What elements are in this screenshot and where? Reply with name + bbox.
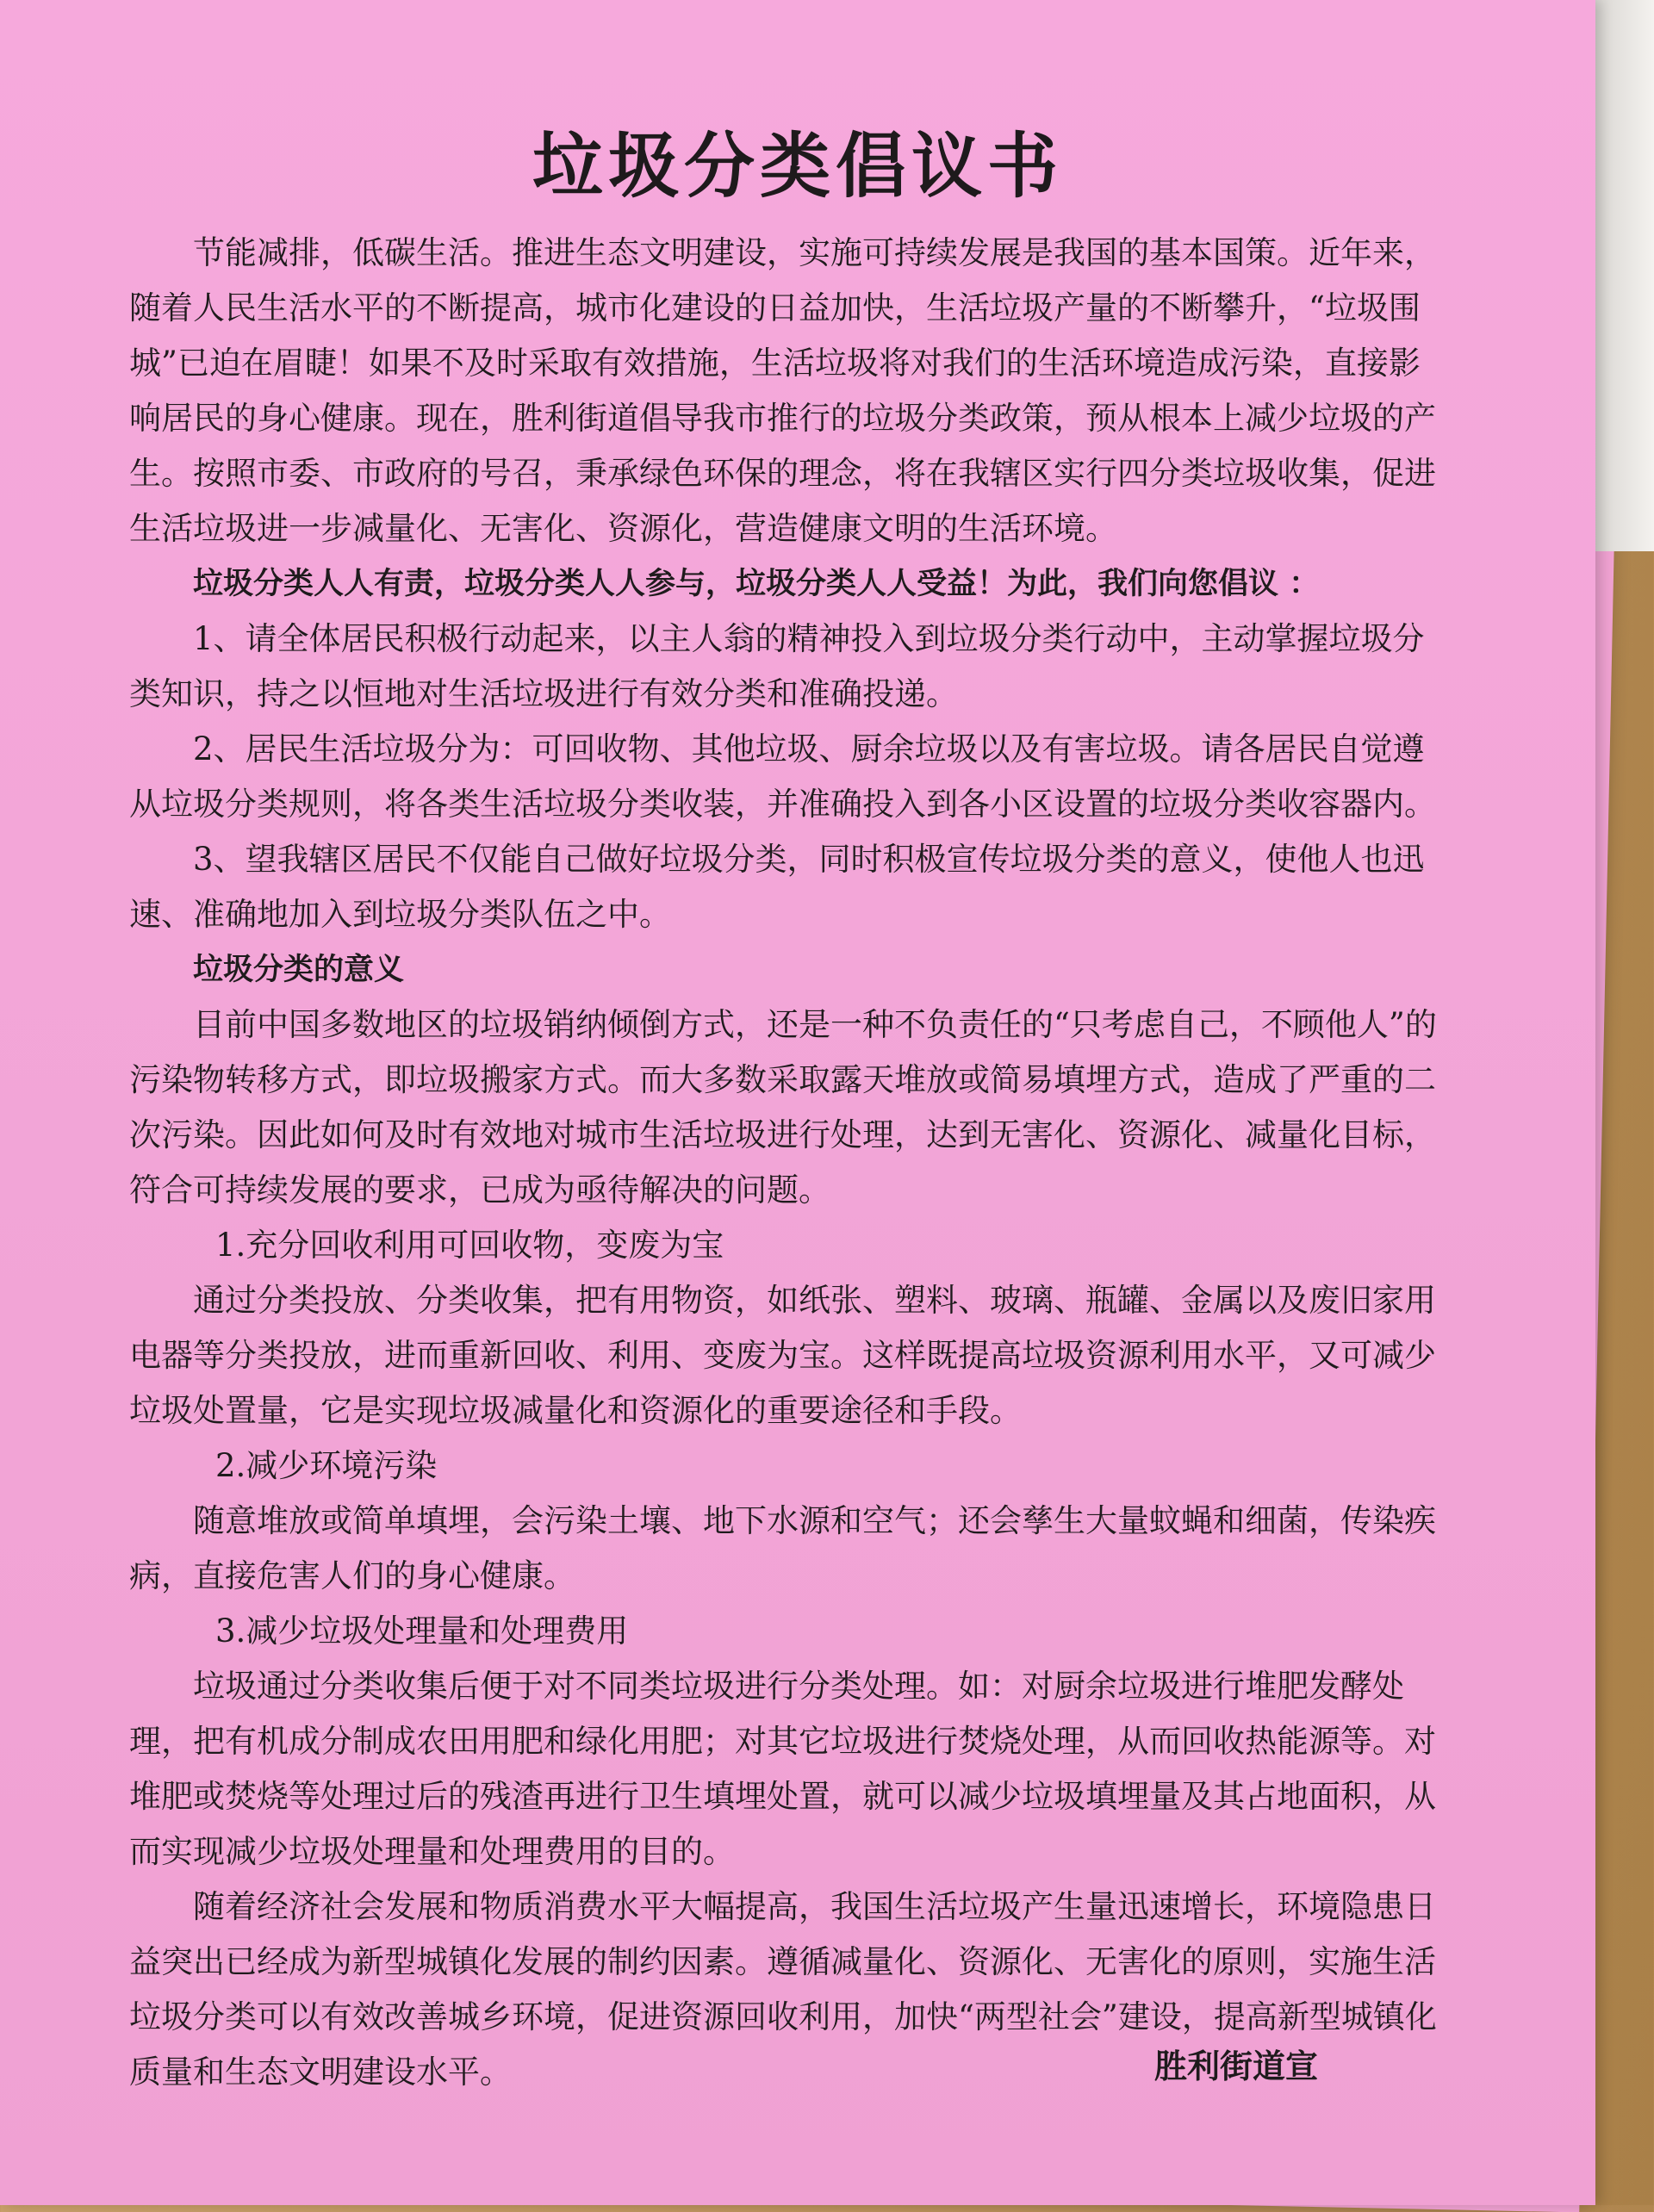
proposal-item-3: 3、望我辖区居民不仅能自己做好垃圾分类，同时积极宣传垃圾分类的意义，使他人也迅速、准确地加入到垃圾分类队伍之中。 [129,841,1425,933]
significance-heading: 垃圾分类的意义 [193,953,405,987]
significance-paragraph: 目前中国多数地区的垃圾销纳倾倒方式，还是一种不负责任的“只考虑自己，不顾他人”的污染物转移方式，即垃圾搬家方式。而大多数采取露天堆放或简易填埋方式，造成了严重的二次污染。因此如何及时有效地对城市生活垃圾进行处理，达到无害化、资源化、减量化目标，符合可持续发展的要求，已成为亟待解决的问题。 [129,1006,1437,1209]
point-heading-3: 3.减少垃圾处理量和处理费用 [215,1612,629,1650]
point-heading-2: 2.减少环境污染 [215,1447,438,1484]
point-text-3: 垃圾通过分类收集后便于对不同类垃圾进行分类处理。如：对厨余垃圾进行堆肥发酵处理，把有机成分制成农田用肥和绿化用肥；对其它垃圾进行焚烧处理，从而回收热能源等。对堆肥或焚烧等处理过后的残渣再进行卫生填埋处置，就可以减少垃圾填埋量及其占地面积，从而实现减少垃圾处理量和处理费用的目的。 [129,1668,1436,1870]
document-body [129,226,1447,2100]
point-heading-1: 1.充分回收利用可回收物，变废为宝 [215,1227,724,1264]
document-title: 垃圾分类倡议书 [532,126,1063,208]
intro-paragraph: 节能减排，低碳生活。推进生态文明建设，实施可持续发展是我国的基本国策。近年来，随着人民生活水平的不断提高，城市化建设的日益加快，生活垃圾产量的不断攀升，“垃圾围城”已迫在眉睫！如果不及时采取有效措施，生活垃圾将对我们的生活环境造成污染，直接影响居民的身心健康。现在，胜利街道倡导我市推行的垃圾分类政策，预从根本上减少垃圾的产生。按照市委、市政府的号召，秉承绿色环保的理念，将在我辖区实行四分类垃圾收集，促进生活垃圾进一步减量化、无害化、资源化，营造健康文明的生活环境。 [129,234,1436,547]
proposal-item-1: 1、请全体居民积极行动起来，以主人翁的精神投入到垃圾分类行动中，主动掌握垃圾分类知识，持之以恒地对生活垃圾进行有效分类和准确投递。 [129,620,1425,712]
call-to-action: 垃圾分类人人有责，垃圾分类人人参与，垃圾分类人人受益！为此，我们向您倡议 ： [193,567,1320,601]
point-text-2: 随意堆放或简单填埋，会污染土壤、地下水源和空气；还会孳生大量蚊蝇和细菌，传染疾病，直接危害人们的身心健康。 [129,1502,1436,1594]
conclusion-paragraph: 随着经济社会发展和物质消费水平大幅提高，我国生活垃圾产生量迅速增长，环境隐患日益突出已经成为新型城镇化发展的制约因素。遵循减量化、资源化、无害化的原则，实施生活垃圾分类可以有效改善城乡环境，促进资源回收利用，加快“两型社会”建设，提高新型城镇化质量和生态文明建设水平。 [129,1888,1437,2091]
proposal-item-2: 2、居民生活垃圾分为：可回收物、其他垃圾、厨余垃圾以及有害垃圾。请各居民自觉遵从垃圾分类规则，将各类生活垃圾分类收装，并准确投入到各小区设置的垃圾分类收容器内。 [129,730,1436,823]
point-text-1: 通过分类投放、分类收集，把有用物资，如纸张、塑料、玻璃、瓶罐、金属以及废旧家用电器等分类投放，进而重新回收、利用、变废为宝。这样既提高垃圾资源利用水平，又可减少垃圾处置量，它是实现垃圾减量化和资源化的重要途径和手段。 [129,1282,1436,1429]
white-paper-edge [1594,0,1654,551]
signature: 胜利街道宣 [1154,2047,1319,2085]
